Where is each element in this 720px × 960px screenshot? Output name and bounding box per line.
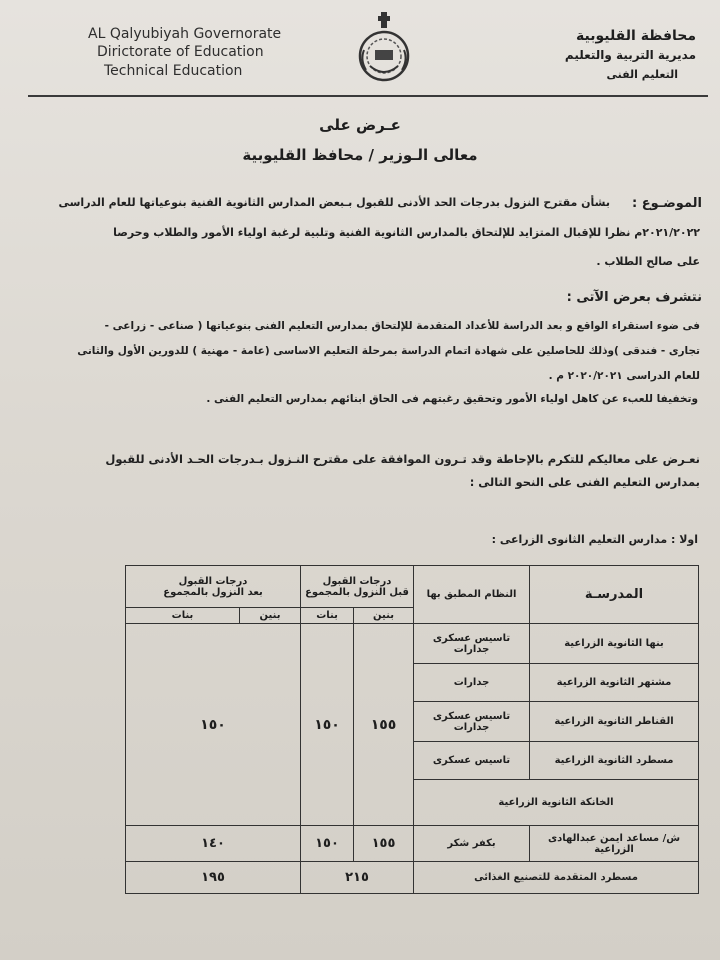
paragraph2: وتخفيفا للعبء عن كاهل اولياء الأمور وتحقيق رغبتهم فى الحاق ابنائهم بمدارس التعليم الفنى . [206,393,698,405]
title-line1: عـرض على [319,116,401,134]
header-school: المدرسـة [530,566,699,624]
header-boys: بنين [354,608,414,624]
row-school: بنها الثانوية الزراعية [530,624,699,664]
governorate-emblem-icon [356,10,412,84]
header-en-line3: Technical Education [104,63,243,79]
header-en-line2: Dirictorate of Education [97,44,264,60]
header-ar-line3: التعليم الفنى [606,68,678,81]
row-school: القناطر الثانوية الزراعية [530,702,699,742]
subject-line2: ٢٠٢١/٢٠٢٢م نظرا للإقبال المتزايد للإلتحاق بالمدارس الثانوية الفنية وتلبية لرغبة اولياء الأمور والطلاب وحرصا [113,226,700,239]
row-before-girls: ١٥٠ [301,826,354,862]
header-en-line1: AL Qalyubiyah Governorate [88,26,282,42]
paragraph3-line1: نعـرض على معاليكم للتكرم بالإحاطة وقد تـرون الموافقة على مقترح النـزول بـدرجات الحـد الأدنى للقبول [105,452,700,466]
paragraph1-line2: تجارى - فندقى )وذلك للحاصلين على شهادة اتمام الدراسة بمرحلة التعليم الاساسى (عامة - مهنية ) للدورين الأول والثانى [77,345,700,357]
row-system: تاسيس عسكرى جدارات [414,624,530,664]
header-after [126,566,301,608]
intro-text: نتشرف بعرض الآتى : [566,290,702,305]
subject-line1: بشأن مقترح النزول بدرجات الحد الأدنى للقبول بـبعض المدارس الثانوية الفنية بنوعياتها للعام الدراسى [58,196,610,209]
row-school: مشتهر الثانوية الزراعية [530,664,699,702]
group-before-boys: ١٥٥ [354,624,414,826]
row-system: تاسيس عسكرى جدارات [414,702,530,742]
group-before-girls: ١٥٠ [301,624,354,826]
row-school: مسطرد الثانوية الزراعية [530,742,699,780]
header-ar-line1: محافظة القليوبية [576,28,696,44]
row-system: تاسيس عسكرى [414,742,530,780]
header-after-sub: بعد النزول بالمجموع [163,586,263,598]
subject-label: الموضـوع : [632,196,702,211]
paragraph1-line1: فى ضوء استقراء الواقع و بعد الدراسة للأعداد المتقدمة للإلتحاق بمدارس التعليم الفنى بنوعياتها ( صناعى - زراعى - [104,320,700,332]
row-school: ش/ مساعد ايمن عبدالهادى الزراعية [530,826,699,862]
row-before-boys: ١٥٥ [354,826,414,862]
header-girls-after: بنات [126,608,240,624]
paragraph3-line2: بمدارس التعليم الفنى على النحو التالى : [469,475,700,489]
header-boys-after: بنين [240,608,301,624]
header-system: النظام المطبق بها [414,566,530,624]
header-before-title: درجات القبول [322,575,392,587]
title-line2: معالى الـوزير / محافظ القليوبية [242,146,478,164]
row-system: جدارات [414,664,530,702]
header-ar-line2: مديرية التربية والتعليم [564,48,696,62]
row-school: مسطرد المتقدمة للتصنيع الغذائى [414,862,699,894]
admission-table [125,565,699,894]
header-before [301,566,414,608]
group-after: ١٥٠ [126,624,301,826]
paragraph1-line3: للعام الدراسى ٢٠٢٠/٢٠٢١ م . [548,370,700,382]
row-system: بكفر شكر [414,826,530,862]
header-after-title: درجات القبول [178,575,248,587]
subject-line3: على صالح الطلاب . [596,255,700,268]
row-after: ١٤٠ [126,826,301,862]
row-school: الخانكة الثانوية الزراعية [414,780,699,826]
row-before: ٢١٥ [301,862,414,894]
header-girls: بنات [301,608,354,624]
row-after: ١٩٥ [126,862,301,894]
header-divider [28,95,708,97]
section-heading: اولا : مدارس التعليم الثانوى الزراعى : [491,533,698,546]
header-before-sub: قبل النزول بالمجموع [305,586,409,598]
